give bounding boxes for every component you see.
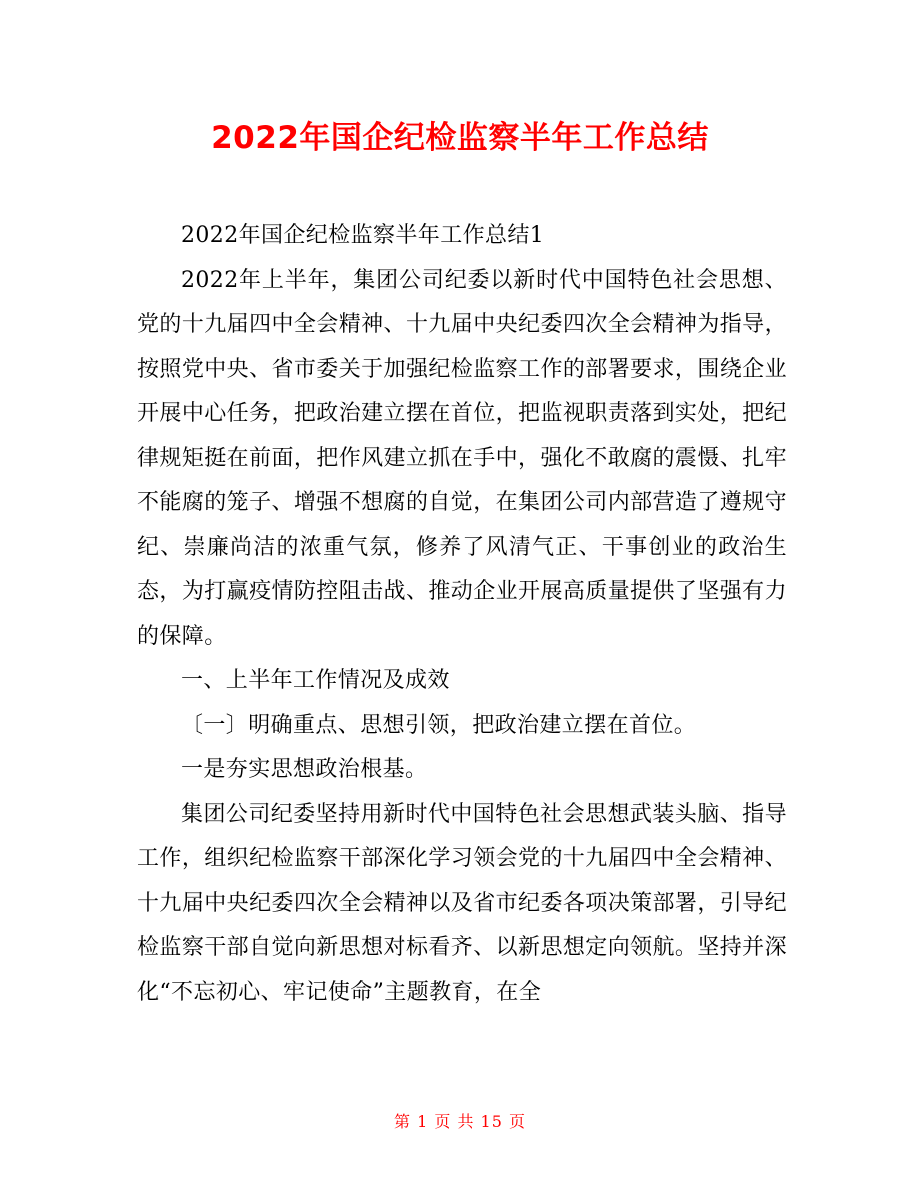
page-number-footer: 第 1 页 共 15 页 bbox=[394, 1112, 526, 1131]
document-body bbox=[137, 214, 787, 1015]
document-title: 2022年国企纪检监察半年工作总结 bbox=[211, 120, 709, 156]
paragraph-body: 集团公司纪委坚持用新时代中国特色社会思想武装头脑、指导工作，组织纪检监察干部深化学习领会党的十九届四中全会精神、十九届中央纪委四次全会精神以及省市纪委各项决策部署，引导纪检监察干部自觉向新思想对标看齐、以新思想定向领航。坚持并深化“不忘初心、牢记使命”主题教育，在全 bbox=[137, 801, 787, 1005]
section-heading: 一、上半年工作情况及成效 bbox=[181, 668, 450, 693]
subsection-heading: 〔一〕明确重点、思想引领，把政治建立摆在首位。 bbox=[181, 712, 697, 738]
paragraph-intro: 2022年上半年，集团公司纪委以新时代中国特色社会思想、党的十九届四中全会精神、十九届中央纪委四次全会精神为指导，按照党中央、省市委关于加强纪检监察工作的部署要求，围绕企业开展中心任务，把政治建立摆在首位，把监视职责落到实处，把纪律规矩挺在前面，把作风建立抓在手中，强化不敢腐的震慑、扎牢不能腐的笼子、增强不想腐的自觉，在集团公司内部营造了遵规守纪、崇廉尚洁的浓重气氛，修养了风清气正、干事创业的政治生态，为打赢疫情防控阻击战、推动企业开展高质量提供了坚强有力的保障。 bbox=[137, 267, 787, 649]
paragraph-subtitle: 2022年国企纪检监察半年工作总结1 bbox=[181, 223, 545, 248]
point-heading: 一是夯实思想政治根基。 bbox=[181, 757, 428, 782]
